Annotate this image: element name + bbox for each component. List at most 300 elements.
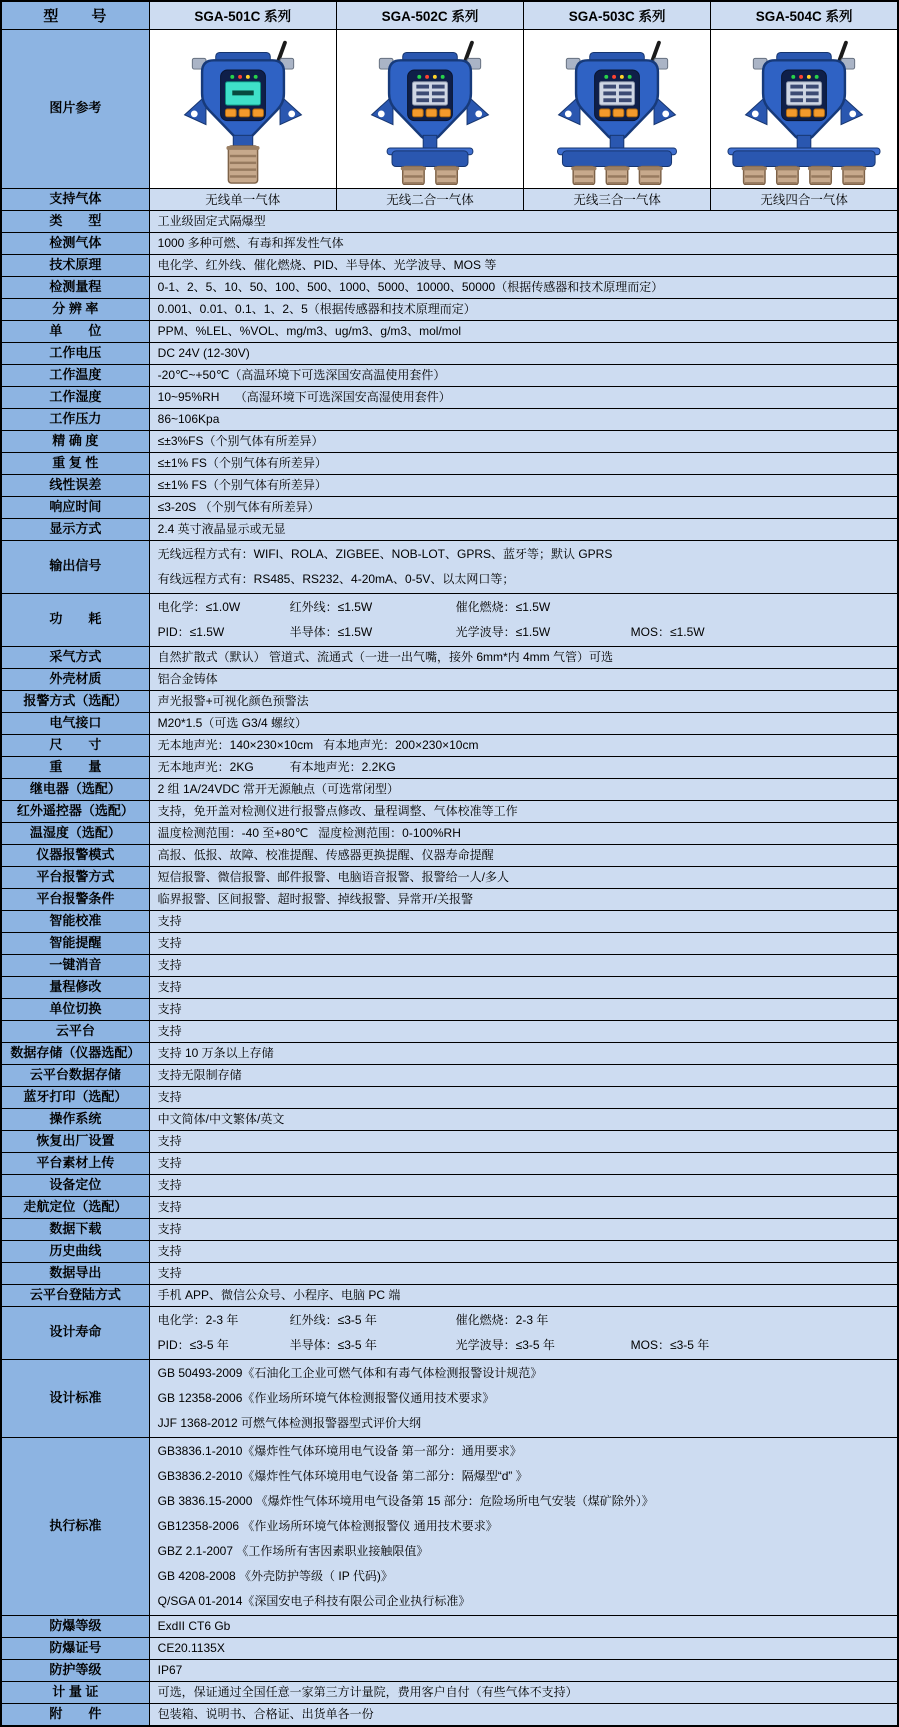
value-line xyxy=(158,344,889,363)
value-segment: PID：≤3-5 年 xyxy=(157,1337,229,1352)
spec-row xyxy=(1,778,898,800)
value-segment: 有本地声光：200×230×10cm xyxy=(323,737,479,752)
value-segment: 支持 xyxy=(157,1243,182,1258)
value-line xyxy=(158,212,889,231)
row-label: 防爆证号 xyxy=(1,1637,149,1659)
value-line xyxy=(158,1308,889,1333)
row-label: 报警方式（选配） xyxy=(1,690,149,712)
value-segment: 包装箱、说明书、合格证、出货单各一份 xyxy=(157,1706,374,1721)
supported-gas-row xyxy=(1,188,898,210)
row-label: 操作系统 xyxy=(1,1108,149,1130)
row-label: 工作温度 xyxy=(1,364,149,386)
row-value xyxy=(149,342,898,364)
spec-row xyxy=(1,408,898,430)
row-label: 云平台 xyxy=(1,1020,149,1042)
value-line xyxy=(158,824,889,843)
value-segment: 1000 多种可燃、有毒和挥发性气体 xyxy=(157,235,344,250)
row-value xyxy=(149,1615,898,1637)
row-label: 防护等级 xyxy=(1,1659,149,1681)
value-line xyxy=(158,1286,889,1305)
value-line xyxy=(158,802,889,821)
value-segment: 支持 xyxy=(157,1155,182,1170)
row-value xyxy=(149,932,898,954)
spec-row xyxy=(1,1042,898,1064)
value-line xyxy=(158,1022,889,1041)
row-value xyxy=(149,1659,898,1681)
value-line xyxy=(158,1333,889,1358)
row-value xyxy=(149,1086,898,1108)
row-label: 工作压力 xyxy=(1,408,149,430)
spec-row xyxy=(1,1659,898,1681)
row-label: 设计标准 xyxy=(1,1359,149,1437)
value-segment: MOS：≤1.5W xyxy=(630,624,705,639)
value-segment: 支持，免开盖对检测仪进行报警点修改、量程调整、气体校准等工作 xyxy=(157,803,518,818)
value-line xyxy=(158,542,889,567)
row-label: 输出信号 xyxy=(1,540,149,593)
row-label: 温湿度（选配） xyxy=(1,822,149,844)
value-line xyxy=(158,1176,889,1195)
value-line xyxy=(158,1154,889,1173)
row-label: 图片参考 xyxy=(1,29,149,188)
value-segment: MOS：≤3-5 年 xyxy=(630,1337,710,1352)
spec-row xyxy=(1,1174,898,1196)
value-line xyxy=(158,567,889,592)
value-line xyxy=(158,868,889,887)
value-line xyxy=(158,1489,889,1514)
value-segment: 中文简体/中文繁体/英文 xyxy=(157,1111,285,1126)
spec-row xyxy=(1,1306,898,1359)
row-value xyxy=(149,254,898,276)
value-line xyxy=(158,1617,889,1636)
image-reference-row xyxy=(1,29,898,188)
product-image xyxy=(149,29,336,188)
value-segment: 催化燃烧：≤1.5W xyxy=(455,599,551,614)
value-line xyxy=(158,1198,889,1217)
value-segment: 催化燃烧：2-3 年 xyxy=(455,1312,549,1327)
value-line xyxy=(158,1564,889,1589)
value-segment: Q/SGA 01-2014《深国安电子科技有限公司企业执行标准》 xyxy=(157,1593,471,1608)
row-value xyxy=(149,1020,898,1042)
value-line xyxy=(158,595,889,620)
spec-row xyxy=(1,1437,898,1615)
value-line xyxy=(158,758,889,777)
spec-row xyxy=(1,866,898,888)
row-value xyxy=(149,364,898,386)
value-segment: 短信报警、微信报警、邮件报警、电脑语音报警、报警给一人/多人 xyxy=(157,869,509,884)
row-label: 检测气体 xyxy=(1,232,149,254)
value-segment: 半导体：≤1.5W xyxy=(289,624,373,639)
row-value xyxy=(149,1042,898,1064)
row-value xyxy=(149,800,898,822)
value-line xyxy=(158,1439,889,1464)
spec-row xyxy=(1,690,898,712)
row-value xyxy=(149,1637,898,1659)
row-value xyxy=(149,1130,898,1152)
row-label: 外壳材质 xyxy=(1,668,149,690)
row-label: 云平台数据存储 xyxy=(1,1064,149,1086)
spec-row xyxy=(1,1703,898,1726)
row-value xyxy=(149,1437,898,1615)
row-value xyxy=(149,1703,898,1726)
spec-row xyxy=(1,474,898,496)
row-value xyxy=(149,408,898,430)
value-line xyxy=(158,498,889,517)
value-segment: 支持 10 万条以上存储 xyxy=(157,1045,274,1060)
value-line xyxy=(158,1088,889,1107)
row-value xyxy=(149,954,898,976)
spec-row xyxy=(1,210,898,232)
value-segment: 支持 xyxy=(157,979,182,994)
row-label: 显示方式 xyxy=(1,518,149,540)
spec-row xyxy=(1,254,898,276)
row-label: 计 量 证 xyxy=(1,1681,149,1703)
gas-detector-illustration xyxy=(529,33,705,185)
value-segment: CE20.1135X xyxy=(157,1640,225,1655)
value-line xyxy=(158,648,889,667)
row-value xyxy=(149,496,898,518)
value-segment: 有本地声光：2.2KG xyxy=(289,759,396,774)
row-label: 平台报警方式 xyxy=(1,866,149,888)
spec-row xyxy=(1,1152,898,1174)
row-label: 电气接口 xyxy=(1,712,149,734)
spec-row xyxy=(1,954,898,976)
spec-row xyxy=(1,342,898,364)
row-value xyxy=(149,1306,898,1359)
value-segment: 自然扩散式（默认） 管道式、流通式（一进一出气嘴，接外 6mm*内 4mm 气管）可选 xyxy=(157,649,613,664)
row-label: 云平台登陆方式 xyxy=(1,1284,149,1306)
row-label: 红外遥控器（选配） xyxy=(1,800,149,822)
row-value xyxy=(149,822,898,844)
value-line xyxy=(158,736,889,755)
row-value xyxy=(149,210,898,232)
row-label: 数据下载 xyxy=(1,1218,149,1240)
row-label: 重 量 xyxy=(1,756,149,778)
value-segment: 温度检测范围：-40 至+80℃ xyxy=(157,825,309,840)
model-header: SGA-504C 系列 xyxy=(711,1,898,29)
value-segment: 无本地声光：140×230×10cm xyxy=(157,737,314,752)
value-line xyxy=(158,890,889,909)
row-value xyxy=(149,320,898,342)
row-value xyxy=(149,888,898,910)
value-segment: 电化学、红外线、催化燃烧、PID、半导体、光学波导、MOS 等 xyxy=(157,257,497,272)
spec-row xyxy=(1,822,898,844)
value-segment: IP67 xyxy=(157,1662,183,1677)
row-value xyxy=(149,1681,898,1703)
value-line xyxy=(158,846,889,865)
row-label: 精 确 度 xyxy=(1,430,149,452)
row-value xyxy=(149,1240,898,1262)
spec-row xyxy=(1,540,898,593)
row-value xyxy=(149,1262,898,1284)
value-line xyxy=(158,1264,889,1283)
value-segment: 支持 xyxy=(157,1001,182,1016)
value-segment: 光学波导：≤1.5W xyxy=(455,624,551,639)
row-value xyxy=(149,1218,898,1240)
spec-row xyxy=(1,844,898,866)
value-segment: 支持 xyxy=(157,1177,182,1192)
model-column-title: 型 号 xyxy=(1,1,149,29)
value-segment: 2.4 英寸液晶显示或无显 xyxy=(157,521,286,536)
row-label: 类 型 xyxy=(1,210,149,232)
value-segment: 支持 xyxy=(157,1133,182,1148)
value-line xyxy=(158,322,889,341)
row-value xyxy=(149,452,898,474)
value-line xyxy=(158,1361,889,1386)
value-line xyxy=(158,234,889,253)
spec-row xyxy=(1,800,898,822)
value-line xyxy=(158,454,889,473)
row-value xyxy=(149,298,898,320)
row-value xyxy=(149,1284,898,1306)
supported-gas-value: 无线四合一气体 xyxy=(711,188,898,210)
spec-row xyxy=(1,1196,898,1218)
row-label: 支持气体 xyxy=(1,188,149,210)
row-value xyxy=(149,540,898,593)
spec-row xyxy=(1,998,898,1020)
row-value xyxy=(149,1064,898,1086)
row-value xyxy=(149,734,898,756)
value-line xyxy=(158,432,889,451)
value-line xyxy=(158,1589,889,1614)
row-value xyxy=(149,778,898,800)
spec-row xyxy=(1,1020,898,1042)
value-line xyxy=(158,1066,889,1085)
value-line xyxy=(158,620,889,645)
row-label: 防爆等级 xyxy=(1,1615,149,1637)
value-line xyxy=(158,520,889,539)
spec-row xyxy=(1,518,898,540)
value-segment: 支持 xyxy=(157,1199,182,1214)
row-label: 设计寿命 xyxy=(1,1306,149,1359)
value-line xyxy=(158,1110,889,1129)
value-line xyxy=(158,410,889,429)
value-segment: 声光报警+可视化颜色预警法 xyxy=(157,693,309,708)
value-line xyxy=(158,1411,889,1436)
value-segment: ≤±1% FS（个别气体有所差异） xyxy=(157,477,327,492)
value-line xyxy=(158,670,889,689)
row-value xyxy=(149,646,898,668)
row-label: 蓝牙打印（选配） xyxy=(1,1086,149,1108)
value-segment: 支持 xyxy=(157,957,182,972)
value-segment: 10~95%RH （高湿环境下可选深国安高湿使用套件） xyxy=(157,389,451,404)
value-segment: 临界报警、区间报警、超时报警、掉线报警、异常开/关报警 xyxy=(157,891,473,906)
spec-row xyxy=(1,452,898,474)
supported-gas-value: 无线二合一气体 xyxy=(336,188,523,210)
value-line xyxy=(158,1539,889,1564)
value-line xyxy=(158,388,889,407)
supported-gas-value: 无线三合一气体 xyxy=(524,188,711,210)
row-label: 技术原理 xyxy=(1,254,149,276)
value-segment: GB 50493-2009《石油化工企业可燃气体和有毒气体检测报警设计规范》 xyxy=(157,1365,543,1380)
row-value xyxy=(149,844,898,866)
row-label: 分 辨 率 xyxy=(1,298,149,320)
value-line xyxy=(158,1705,889,1724)
spec-row xyxy=(1,976,898,998)
value-line xyxy=(158,278,889,297)
row-label: 数据存储（仪器选配） xyxy=(1,1042,149,1064)
spec-row xyxy=(1,756,898,778)
spec-row xyxy=(1,1359,898,1437)
row-value xyxy=(149,976,898,998)
value-segment: 支持 xyxy=(157,1265,182,1280)
spec-row xyxy=(1,298,898,320)
value-segment: ≤3-20S （个别气体有所差异） xyxy=(157,499,320,514)
gas-detector-illustration xyxy=(155,33,331,185)
spec-row xyxy=(1,646,898,668)
value-segment: 支持 xyxy=(157,1221,182,1236)
row-label: 历史曲线 xyxy=(1,1240,149,1262)
value-segment: 0-1、2、5、10、50、100、500、1000、5000、10000、50000（根据传感器和技术原理而定） xyxy=(157,279,664,294)
row-value xyxy=(149,712,898,734)
spec-row xyxy=(1,888,898,910)
value-segment: ≤±1% FS（个别气体有所差异） xyxy=(157,455,327,470)
spec-row xyxy=(1,1284,898,1306)
value-segment: 高报、低报、故障、校准提醒、传感器更换提醒、仪器寿命提醒 xyxy=(157,847,494,862)
spec-row xyxy=(1,386,898,408)
row-value xyxy=(149,474,898,496)
value-segment: 0.001、0.01、0.1、1、2、5（根据传感器和技术原理而定） xyxy=(157,301,476,316)
value-line xyxy=(158,256,889,275)
row-label: 工作湿度 xyxy=(1,386,149,408)
product-image xyxy=(524,29,711,188)
value-line xyxy=(158,1683,889,1702)
row-value xyxy=(149,518,898,540)
model-header: SGA-503C 系列 xyxy=(524,1,711,29)
value-line xyxy=(158,1661,889,1680)
row-value xyxy=(149,1174,898,1196)
spec-row xyxy=(1,1262,898,1284)
value-line xyxy=(158,1220,889,1239)
supported-gas-value: 无线单一气体 xyxy=(149,188,336,210)
spec-row xyxy=(1,1637,898,1659)
value-segment: 支持 xyxy=(157,913,182,928)
model-header: SGA-501C 系列 xyxy=(149,1,336,29)
value-line xyxy=(158,366,889,385)
row-label: 设备定位 xyxy=(1,1174,149,1196)
row-value xyxy=(149,1196,898,1218)
value-line xyxy=(158,1000,889,1019)
spec-row xyxy=(1,320,898,342)
model-header: SGA-502C 系列 xyxy=(336,1,523,29)
value-segment: GB12358-2006 《作业场所环境气体检测报警仪 通用技术要求》 xyxy=(157,1518,498,1533)
value-segment: GB3836.2-2010《爆炸性气体环境用电气设备 第二部分：隔爆型“d” 》 xyxy=(157,1468,528,1483)
value-segment: GB 3836.15-2000 《爆炸性气体环境用电气设备第 15 部分：危险场所电气安装（煤矿除外）》 xyxy=(157,1493,654,1508)
spec-row xyxy=(1,932,898,954)
value-line xyxy=(158,1514,889,1539)
value-line xyxy=(158,934,889,953)
value-line xyxy=(158,300,889,319)
gas-detector-illustration xyxy=(342,33,518,185)
row-label: 走航定位（选配） xyxy=(1,1196,149,1218)
spec-row xyxy=(1,276,898,298)
value-segment: 有线远程方式有：RS485、RS232、4-20mA、0-5V、以太网口等； xyxy=(157,571,515,586)
spec-row xyxy=(1,430,898,452)
row-label: 工作电压 xyxy=(1,342,149,364)
value-line xyxy=(158,956,889,975)
value-line xyxy=(158,1639,889,1658)
spec-row xyxy=(1,1218,898,1240)
product-image xyxy=(711,29,898,188)
value-line xyxy=(158,1464,889,1489)
spec-row xyxy=(1,1086,898,1108)
row-label: 重 复 性 xyxy=(1,452,149,474)
spec-row xyxy=(1,712,898,734)
value-segment: 红外线：≤3-5 年 xyxy=(289,1312,377,1327)
row-label: 平台报警条件 xyxy=(1,888,149,910)
spec-row xyxy=(1,1681,898,1703)
value-line xyxy=(158,1044,889,1063)
value-line xyxy=(158,1242,889,1261)
value-segment: 支持 xyxy=(157,935,182,950)
value-segment: GBZ 2.1-2007 《工作场所有害因素职业接触限值》 xyxy=(157,1543,429,1558)
value-segment: 支持 xyxy=(157,1023,182,1038)
row-label: 量程修改 xyxy=(1,976,149,998)
row-value xyxy=(149,866,898,888)
value-segment: 铝合金铸体 xyxy=(157,671,218,686)
value-segment: JJF 1368-2012 可燃气体检测报警器型式评价大纲 xyxy=(157,1415,422,1430)
value-segment: 支持 xyxy=(157,1089,182,1104)
value-segment: 工业级固定式隔爆型 xyxy=(157,213,266,228)
value-segment: 红外线：≤1.5W xyxy=(289,599,373,614)
value-segment: 86~106Kpa xyxy=(157,411,220,426)
value-segment: 无线远程方式有：WIFI、ROLA、ZIGBEE、NOB-LOT、GPRS、蓝牙等；默认 GPRS xyxy=(157,546,613,561)
value-line xyxy=(158,714,889,733)
row-value xyxy=(149,232,898,254)
spec-row xyxy=(1,910,898,932)
spec-row xyxy=(1,1064,898,1086)
value-line xyxy=(158,780,889,799)
value-segment: 电化学：2-3 年 xyxy=(157,1312,239,1327)
row-label: 仪器报警模式 xyxy=(1,844,149,866)
spec-row xyxy=(1,593,898,646)
row-label: 继电器（选配） xyxy=(1,778,149,800)
row-label: 执行标准 xyxy=(1,1437,149,1615)
value-line xyxy=(158,1386,889,1411)
spec-row xyxy=(1,668,898,690)
row-label: 附 件 xyxy=(1,1703,149,1726)
product-image xyxy=(336,29,523,188)
row-value xyxy=(149,690,898,712)
spec-row xyxy=(1,496,898,518)
row-value xyxy=(149,998,898,1020)
row-label: 检测量程 xyxy=(1,276,149,298)
row-label: 智能提醒 xyxy=(1,932,149,954)
value-segment: -20℃~+50℃（高温环境下可选深国安高温使用套件） xyxy=(157,367,446,382)
value-segment: PPM、%LEL、%VOL、mg/m3、ug/m3、g/m3、mol/mol xyxy=(157,323,462,338)
row-label: 智能校准 xyxy=(1,910,149,932)
row-value xyxy=(149,430,898,452)
spec-row xyxy=(1,1240,898,1262)
row-value xyxy=(149,386,898,408)
spec-row xyxy=(1,1108,898,1130)
value-segment: 手机 APP、微信公众号、小程序、电脑 PC 端 xyxy=(157,1287,401,1302)
spec-row xyxy=(1,1615,898,1637)
row-value xyxy=(149,756,898,778)
row-label: 尺 寸 xyxy=(1,734,149,756)
value-segment: DC 24V (12-30V) xyxy=(157,345,250,360)
row-label: 一键消音 xyxy=(1,954,149,976)
row-label: 响应时间 xyxy=(1,496,149,518)
value-line xyxy=(158,912,889,931)
row-label: 单位切换 xyxy=(1,998,149,1020)
value-segment: ≤±3%FS（个别气体有所差异） xyxy=(157,433,324,448)
row-value xyxy=(149,276,898,298)
value-line xyxy=(158,476,889,495)
row-label: 恢复出厂设置 xyxy=(1,1130,149,1152)
row-label: 功 耗 xyxy=(1,593,149,646)
spec-row xyxy=(1,734,898,756)
value-segment: 电化学：≤1.0W xyxy=(157,599,241,614)
